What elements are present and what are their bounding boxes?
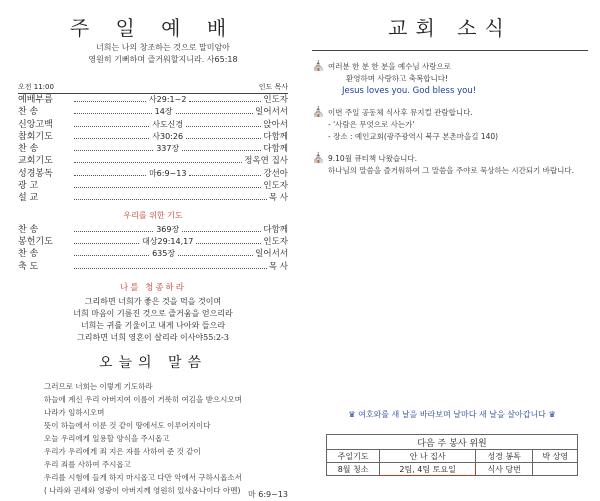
- news-line: - '사람은 무엇으로 사는가': [328, 120, 415, 129]
- church-icon: ⛪: [312, 61, 325, 72]
- promise-line: 너희 마음이 기름진 것으로 즐거움을 얻으리라: [73, 308, 233, 318]
- order-row: [18, 192, 288, 204]
- leader-dots: [74, 138, 149, 139]
- church-icon: ⛪: [312, 153, 325, 164]
- news-item: [312, 153, 588, 177]
- today-line: 오늘 우리에게 일용할 양식을 주시옵고: [44, 433, 170, 443]
- order-label: 예배부름: [18, 95, 53, 105]
- order-row: [18, 236, 288, 248]
- service-header-cell: 성경 봉독: [475, 450, 532, 463]
- order-label: 찬 송: [18, 144, 39, 155]
- leader-dots: [189, 175, 261, 176]
- order-row: [18, 168, 288, 180]
- order-label: 신앙고백: [18, 119, 53, 130]
- order-label: 찬 송: [18, 107, 39, 118]
- order-header: [18, 82, 288, 94]
- opening-verse: [38, 42, 288, 66]
- today-line: 뜻이 하늘에서 이룬 것 같이 땅에서도 이루어지이다: [44, 420, 211, 430]
- order-label: 축 도: [18, 261, 39, 272]
- order-detail: 사30:26: [152, 131, 184, 141]
- service-header-cell: 주일기도: [327, 450, 380, 463]
- order-label: 교회기도: [18, 156, 53, 167]
- order-label: 봉헌기도: [18, 236, 53, 247]
- news-title: 교회 소식: [388, 16, 512, 40]
- leader-dots: [74, 150, 153, 151]
- order-detail: 마6:9~13: [148, 168, 187, 178]
- news-english: Jesus loves you. God bless you!: [342, 86, 477, 96]
- worship-order-panel: [18, 14, 288, 500]
- news-item: [312, 107, 588, 143]
- promise-line: 너희는 귀를 기울이고 내게 나아와 들으라: [80, 320, 226, 330]
- order-list-2: [18, 224, 288, 273]
- order-detail: 14장: [154, 107, 173, 117]
- order-row: [18, 180, 288, 192]
- order-detail: 대상29:14,17: [142, 236, 194, 246]
- order-row: [18, 143, 288, 155]
- leader-dots: [74, 101, 146, 102]
- news-line: 9.10월 큐티책 나왔습니다.: [328, 154, 418, 163]
- leader-dots: [74, 243, 139, 244]
- news-line: 환영하며 사랑하고 축복합니다!: [346, 74, 448, 83]
- order-person: 인도자: [263, 236, 288, 247]
- news-list: [312, 61, 588, 177]
- leader-dots: [74, 199, 267, 200]
- leader-dots: [74, 126, 149, 127]
- today-line: 나라가 임하시오며: [44, 407, 105, 417]
- order-person: 인도자: [263, 95, 289, 105]
- today-word-reference: 마 6:9~13: [247, 489, 288, 499]
- church-icon: ⛪: [312, 107, 325, 118]
- promise-verse: [18, 296, 288, 344]
- leader-dots: [176, 113, 254, 114]
- order-person: 다함께: [263, 224, 289, 235]
- leader-dots: [74, 162, 242, 163]
- service-table: [326, 434, 578, 476]
- leader-dots: [74, 187, 261, 188]
- leader-dots: [189, 101, 261, 102]
- order-row: [18, 119, 288, 131]
- order-person: 목 사: [268, 261, 288, 272]
- leader-dots: [74, 113, 152, 114]
- leader-dots: [182, 231, 261, 232]
- order-row: [18, 224, 288, 236]
- order-label: 참회기도: [18, 131, 53, 142]
- news-line: 여러분 한 분 한 분을 예수님 사랑으로: [328, 62, 451, 71]
- worship-title: 주 일 예 배: [69, 16, 237, 40]
- order-row: [18, 94, 288, 106]
- news-item: [312, 61, 588, 97]
- leader-dots: [186, 138, 261, 139]
- service-cell-highlight: 2팀, 4팀 토요일: [380, 463, 476, 476]
- leader-dots: [186, 126, 261, 127]
- order-person: 인도자: [263, 181, 288, 192]
- service-header-cell: 안 나 집사: [380, 450, 476, 463]
- verse-line: 영원히 기뻐하며 즐거워할지니라. 사65:18: [88, 55, 238, 64]
- today-line: 우리 죄를 사하여 주시옵고: [44, 459, 131, 469]
- service-header-cell: 박 상영: [533, 450, 578, 463]
- order-label: 성경봉독: [18, 168, 53, 179]
- today-line: ( 나라와 권세와 영광이 아버지께 영원히 있사옵나이다 아멘): [44, 485, 241, 495]
- leader-dots: [182, 150, 261, 151]
- order-person: 강선아: [263, 168, 289, 179]
- order-list: [18, 94, 288, 205]
- order-person: 정옥연 집사: [244, 156, 288, 167]
- order-detail: 사29:1~2: [148, 95, 187, 104]
- order-person: 다함께: [263, 144, 289, 155]
- promise-title: 나를 청종하라: [120, 282, 186, 293]
- leader-dots: [178, 255, 253, 256]
- today-word: [18, 380, 288, 497]
- order-label: 찬 송: [18, 249, 39, 260]
- leader-dots: [74, 231, 153, 232]
- order-detail: 사도신경: [152, 119, 184, 129]
- service-leader: 인도 목사: [258, 83, 288, 91]
- news-line: 이번 주일 공동체 식사후 뮤지컬 관람합니다.: [328, 108, 473, 117]
- service-cell: 8월 청소: [327, 463, 380, 476]
- today-line: 우리를 시험에 들게 하지 마시옵고 다만 악에서 구하시옵소서: [44, 472, 242, 482]
- news-line: 하나님의 말씀을 즐거워하여 그 말씀을 주야로 묵상하는 시간되기 바랍니다.: [328, 166, 575, 175]
- prayer-subtitle: 우리를 위한 기도: [123, 210, 183, 220]
- today-line: 하늘에 계신 우리 아버지여 이름이 거룩히 여김을 받으시오며: [44, 394, 242, 404]
- order-person: 다함께: [263, 131, 288, 142]
- order-row: [18, 106, 288, 118]
- news-line: - 장소 : 예인교회(광주광역시 북구 본촌마을길 140): [328, 132, 499, 141]
- order-detail: 635장: [152, 249, 176, 259]
- order-person: 일어서서: [255, 249, 289, 260]
- church-news-panel: [312, 14, 588, 177]
- service-caption: 다음 주 봉사 위원: [327, 435, 578, 450]
- order-label: 설 교: [18, 193, 39, 204]
- motto-banner: ♛ 여호와를 새 날을 바라보며 날마다 새 날을 살아갑니다 ♛: [348, 410, 556, 419]
- today-line: 그러므로 너희는 이렇게 기도하라: [44, 381, 153, 391]
- leader-dots: [196, 243, 261, 244]
- order-label: 찬 송: [18, 224, 39, 235]
- today-word-title: 오늘의 말씀: [98, 354, 208, 371]
- order-person: 앉아서: [263, 119, 288, 130]
- order-label: 광 고: [18, 181, 39, 192]
- promise-line: 그리하면 너희가 좋은 것을 먹을 것이며: [84, 296, 222, 306]
- order-detail: 369장: [156, 224, 180, 234]
- order-row: [18, 131, 288, 143]
- news-divider: [312, 50, 588, 51]
- today-line: 우리가 우리에게 죄 지은 자를 사하여 준 것 같이: [44, 446, 201, 456]
- order-row: [18, 261, 288, 273]
- service-cell: [533, 463, 578, 476]
- leader-dots: [74, 268, 267, 269]
- promise-line: 그리하면 너희 영혼이 살리라 이사야55:2-3: [77, 332, 229, 342]
- service-time: 오전 11:00: [18, 83, 54, 91]
- order-detail: 337장: [156, 144, 180, 154]
- verse-line: 너희는 나의 창조하는 것으로 말미암아: [96, 43, 230, 52]
- leader-dots: [74, 255, 149, 256]
- order-row: [18, 155, 288, 167]
- order-person: 일어서서: [255, 107, 288, 118]
- service-cell: 식사 당번: [475, 463, 532, 476]
- leader-dots: [74, 175, 146, 176]
- order-row: [18, 248, 288, 260]
- order-person: 목 사: [268, 193, 288, 204]
